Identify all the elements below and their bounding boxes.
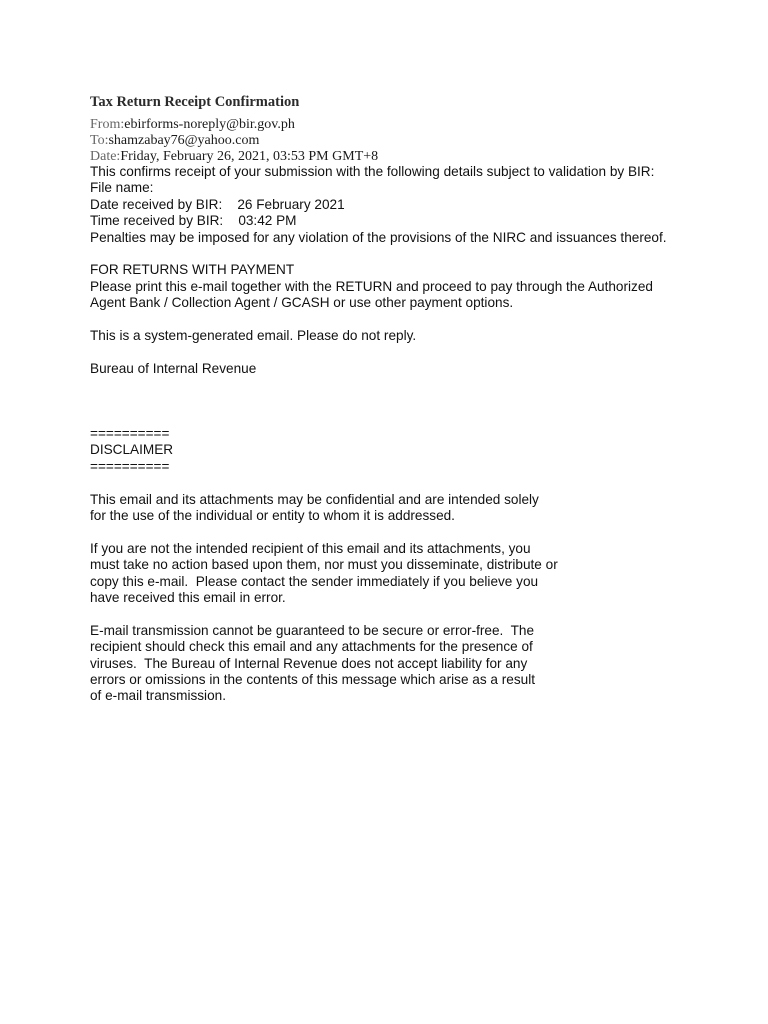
file-name-line: File name: <box>90 180 154 196</box>
disclaimer-paragraph-line: of e-mail transmission. <box>90 688 226 704</box>
disclaimer-paragraph-line: E-mail transmission cannot be guaranteed to be secure or error-free. The <box>90 622 535 638</box>
disclaimer-rule-bottom: ========== <box>90 458 170 474</box>
penalties-text: Penalties may be imposed for any violation of the provisions of the NIRC and issuances thereof. <box>90 229 667 245</box>
email-subject: Tax Return Receipt Confirmation <box>90 94 300 110</box>
returns-text-line: Agent Bank / Collection Agent / GCASH or use other payment options. <box>90 295 514 311</box>
date-label: Date: <box>90 149 121 164</box>
signature: Bureau of Internal Revenue <box>90 360 257 376</box>
disclaimer-paragraph-line: must take no action based upon them, nor must you disseminate, distribute or <box>90 557 558 573</box>
to-address: shamzabay76@yahoo.com <box>108 133 260 148</box>
disclaimer-paragraph-line: recipient should check this email and any attachments for the presence of <box>90 639 533 655</box>
disclaimer-paragraph-line: have received this email in error. <box>90 589 286 605</box>
disclaimer-paragraph-line: This email and its attachments may be confidential and are intended solely <box>90 491 539 507</box>
disclaimer-paragraph-line: errors or omissions in the contents of this message which arise as a result <box>90 671 536 687</box>
disclaimer-heading: DISCLAIMER <box>90 442 174 458</box>
disclaimer-rule-top: ========== <box>90 426 170 442</box>
date-received-line: Date received by BIR: 26 February 2021 <box>90 196 345 212</box>
disclaimer-paragraph-line: copy this e-mail. Please contact the sender immediately if you believe you <box>90 573 539 589</box>
from-row <box>90 116 295 133</box>
email-body <box>90 164 750 705</box>
disclaimer-paragraph-line: for the use of the individual or entity to whom it is addressed. <box>90 508 455 524</box>
disclaimer-paragraph-line: If you are not the intended recipient of this email and its attachments, you <box>90 540 531 556</box>
from-address: ebirforms-noreply@bir.gov.ph <box>124 117 295 132</box>
system-note: This is a system-generated email. Please do not reply. <box>90 327 417 343</box>
to-label: To: <box>90 133 109 148</box>
to-row <box>90 132 259 149</box>
from-label: From: <box>90 117 125 132</box>
date-value: Friday, February 26, 2021, 03:53 PM GMT+8 <box>120 149 379 164</box>
returns-text-line: Please print this e-mail together with the RETURN and proceed to pay through the Authorized <box>90 278 653 294</box>
disclaimer-paragraph-line: viruses. The Bureau of Internal Revenue does not accept liability for any <box>90 655 528 671</box>
date-row <box>90 148 378 165</box>
intro-text: This confirms receipt of your submission with the following details subject to validation by BIR: <box>90 164 655 179</box>
returns-heading: FOR RETURNS WITH PAYMENT <box>90 262 295 278</box>
time-received-line: Time received by BIR: 03:42 PM <box>90 213 297 229</box>
